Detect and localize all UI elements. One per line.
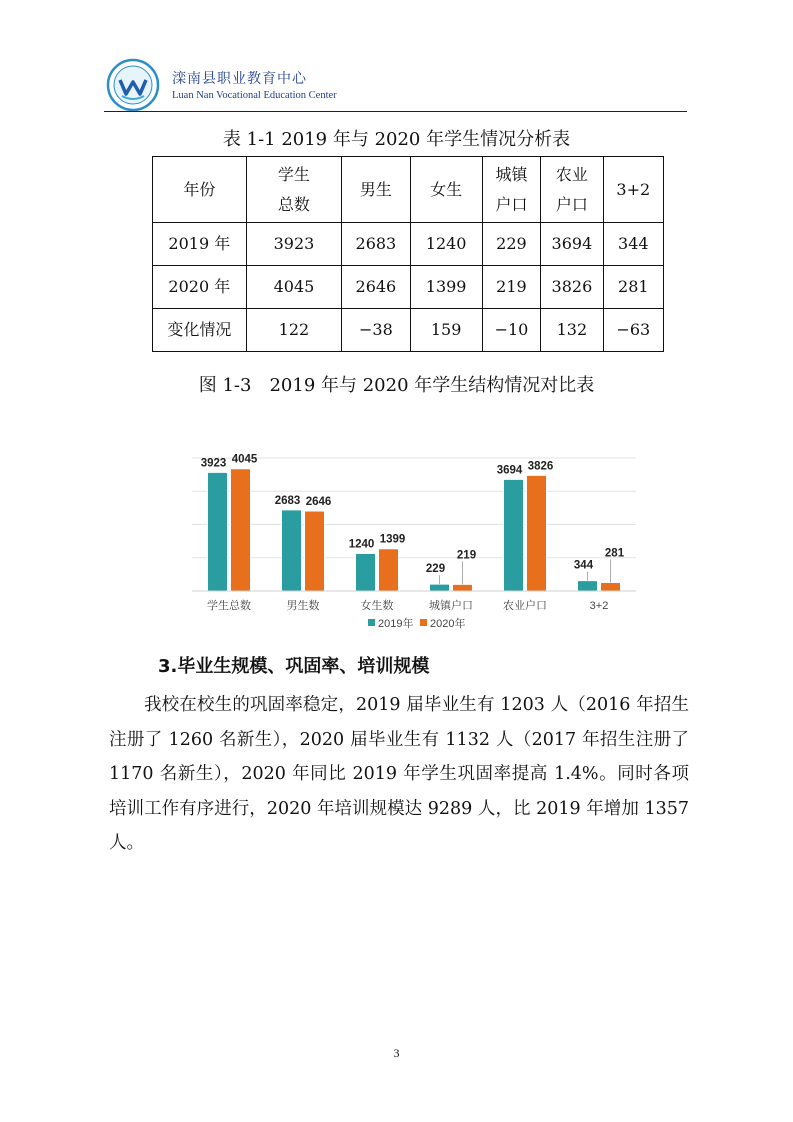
page-header [106, 58, 686, 112]
page-number: 3 [393, 1046, 400, 1060]
legend-label: 2019年 [378, 618, 414, 630]
data-label: 2646 [305, 496, 332, 509]
bar-2020年-女生数 [379, 549, 399, 591]
header-cell: 3+2 [603, 157, 663, 223]
org-name-en: Luan Nan Vocational Education Center [172, 90, 337, 101]
header-cell: 女生 [410, 157, 482, 223]
table-cell: 3826 [541, 266, 603, 309]
section-heading: 3.毕业生规模、巩固率、培训规模 [158, 656, 430, 677]
bar-2020年-农业户口 [527, 475, 547, 591]
bar-2020年-3+2 [601, 583, 621, 591]
x-tick-label: 学生总数 [207, 600, 251, 612]
legend-label: 2020年 [430, 618, 466, 630]
legend-swatch [368, 619, 375, 626]
table-cell: 159 [410, 309, 482, 352]
bar-2020年-城镇户口 [453, 584, 473, 591]
table-cell: 344 [603, 223, 663, 266]
table-row [153, 309, 664, 352]
table-cell: 122 [246, 309, 342, 352]
bar-2019年-农业户口 [504, 479, 524, 591]
table-cell: 4045 [246, 266, 342, 309]
org-name-cn: 滦南县职业教育中心 [172, 71, 307, 87]
table-cell: 2020 年 [153, 266, 247, 309]
data-label: 229 [425, 563, 446, 576]
bar-2019年-学生总数 [208, 472, 228, 591]
table-cell: 变化情况 [153, 309, 247, 352]
header-cell: 学生总数 [246, 157, 342, 223]
table-cell: 1240 [410, 223, 482, 266]
table-cell: 1399 [410, 266, 482, 309]
table-row [153, 266, 664, 309]
table-cell: 2646 [342, 266, 410, 309]
table-cell: 132 [541, 309, 603, 352]
x-tick-label: 城镇户口 [429, 600, 473, 612]
table-cell: 3694 [541, 223, 603, 266]
table-cell: 3923 [246, 223, 342, 266]
table-cell: 2019 年 [153, 223, 247, 266]
table-caption: 表 1-1 2019 年与 2020 年学生情况分析表 [222, 129, 571, 150]
data-label: 3826 [527, 460, 554, 473]
table-row [153, 223, 664, 266]
data-label: 219 [456, 549, 477, 562]
header-cell: 城镇户口 [482, 157, 540, 223]
legend-swatch [420, 619, 427, 626]
table-header-row [153, 157, 664, 223]
header-cell: 男生 [342, 157, 410, 223]
body-paragraph: 我校在校生的巩固率稳定，2019 届毕业生有 1203 人（2016 年招生注册了 1260 名新生），2020 届毕业生有 1132 人（2017 年招生注册了 1170 名新生），2020 年同比 2019 年学生巩固率提高 1.4%。同时各项培训工作有序进行，2020 年培训规模达 9289 人，比 2019 年增加 1357 人。 [109, 695, 689, 853]
student-stats-table [152, 156, 664, 352]
x-tick-label: 男生数 [286, 600, 320, 612]
bar-2019年-男生数 [282, 510, 302, 591]
bar-2019年-3+2 [578, 581, 598, 591]
header-cell: 年份 [153, 157, 247, 223]
header-cell: 农业户口 [541, 157, 603, 223]
data-label: 2683 [274, 494, 301, 507]
header-rule [104, 111, 687, 112]
data-label: 1399 [379, 533, 406, 546]
bar-2020年-男生数 [305, 511, 325, 591]
school-logo-icon [106, 58, 160, 112]
x-tick-label: 女生数 [360, 600, 394, 612]
table-cell: −63 [603, 309, 663, 352]
table-cell: 2683 [342, 223, 410, 266]
data-label: 1240 [348, 538, 375, 551]
x-tick-label: 农业户口 [503, 600, 547, 612]
table-cell: −38 [342, 309, 410, 352]
data-label: 281 [604, 547, 625, 560]
bar-2019年-城镇户口 [430, 584, 450, 591]
figure-caption: 图 1-3 2019 年与 2020 年学生结构情况对比表 [198, 375, 595, 396]
data-label: 3694 [496, 464, 523, 477]
table-cell: 229 [482, 223, 540, 266]
bar-2020年-学生总数 [231, 469, 251, 591]
table-cell: 281 [603, 266, 663, 309]
student-structure-bar-chart [190, 436, 638, 636]
data-label: 344 [573, 559, 594, 572]
table-cell: 219 [482, 266, 540, 309]
table-cell: −10 [482, 309, 540, 352]
data-label: 3923 [200, 457, 227, 470]
bar-2019年-女生数 [356, 554, 376, 591]
x-tick-label: 3+2 [589, 600, 609, 612]
data-label: 4045 [231, 453, 258, 466]
